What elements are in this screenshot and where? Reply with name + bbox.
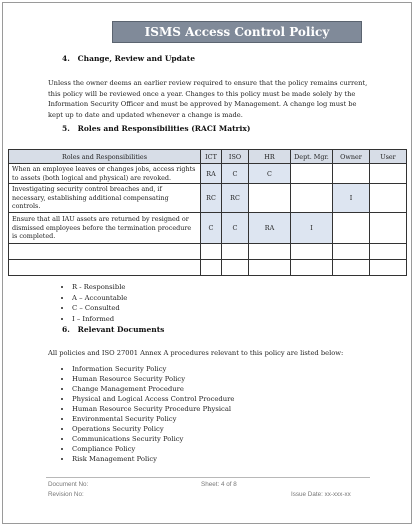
list-item: • Compliance Policy (72, 445, 234, 455)
table-cell (333, 164, 370, 184)
section-6-heading: 6. Relevant Documents (62, 325, 165, 334)
section-4-heading: 4. Change, Review and Update (62, 54, 195, 63)
list-item: • Human Resource Security Policy (72, 375, 234, 385)
table-cell (370, 212, 407, 243)
footer-revision-no: Revision No: (48, 491, 84, 498)
raci-legend (60, 282, 127, 324)
table-cell-responsibility: Investigating security control breaches and, if necessary, establishing additional compensating controls. (9, 184, 201, 213)
list-item: • A – Accountable (72, 293, 127, 304)
column-header: ICT (201, 150, 222, 164)
list-item: • Risk Management Policy (72, 455, 234, 465)
column-header: Roles and Responsibilities (9, 150, 201, 164)
table-cell (249, 184, 291, 213)
table-row (9, 164, 407, 184)
document-title: ISMS Access Control Policy (112, 21, 362, 43)
table-cell: C (222, 164, 249, 184)
table-cell-responsibility: Ensure that all IAU assets are returned by resigned or dismissed employees before the termination procedure is completed. (9, 212, 201, 243)
table-header-row (9, 150, 407, 164)
table-cell (333, 212, 370, 243)
list-item: • Operations Security Policy (72, 425, 234, 435)
table-cell: I (291, 212, 333, 243)
list-item: • Physical and Logical Access Control Procedure (72, 395, 234, 405)
table-cell: RC (201, 184, 222, 213)
footer-divider (46, 477, 370, 478)
section-5-heading: 5. Roles and Responsibilities (RACI Matrix) (62, 124, 251, 133)
list-item: • Information Security Policy (72, 365, 234, 375)
table-cell: RA (201, 164, 222, 184)
list-item: • Human Resource Security Procedure Physical (72, 405, 234, 415)
footer-document-no: Document No: (48, 481, 89, 488)
section-6-intro: All policies and ISO 27001 Annex A procedures relevant to this policy are listed below: (48, 349, 344, 357)
table-cell: C (201, 212, 222, 243)
table-cell: RC (222, 184, 249, 213)
relevant-documents-list (60, 365, 234, 465)
footer-issue-date: Issue Date: xx-xxx-xx (291, 491, 351, 498)
table-row (9, 212, 407, 243)
table-cell: C (249, 164, 291, 184)
table-cell (291, 164, 333, 184)
list-item: • Communications Security Policy (72, 435, 234, 445)
raci-matrix-table (8, 149, 407, 276)
list-item: • C – Consulted (72, 303, 127, 314)
table-cell (370, 184, 407, 213)
column-header: User (370, 150, 407, 164)
column-header: Owner (333, 150, 370, 164)
table-cell-responsibility: When an employee leaves or changes jobs, access rights to assets (both logical and physical) are revoked. (9, 164, 201, 184)
table-cell (370, 164, 407, 184)
table-row-empty (9, 259, 407, 275)
table-cell: C (222, 212, 249, 243)
footer-sheet: Sheet: 4 of 8 (201, 481, 237, 488)
list-item: • R - Responsible (72, 282, 127, 293)
table-cell (291, 184, 333, 213)
table-cell: I (333, 184, 370, 213)
column-header: Dept. Mgr. (291, 150, 333, 164)
list-item: • Environmental Security Policy (72, 415, 234, 425)
table-row (9, 184, 407, 213)
column-header: HR (249, 150, 291, 164)
table-row-empty (9, 243, 407, 259)
list-item: • Change Management Procedure (72, 385, 234, 395)
column-header: ISO (222, 150, 249, 164)
table-cell: RA (249, 212, 291, 243)
list-item: • I – Informed (72, 314, 127, 325)
section-4-paragraph: Unless the owner deems an earlier review required to ensure that the policy remains current, this policy will be reviewed once a year. Changes to this policy must be made solely by the Information Security Officer and must be approved by Management. A change log must be kept up to date and updated whenever a change is made. (48, 79, 368, 119)
